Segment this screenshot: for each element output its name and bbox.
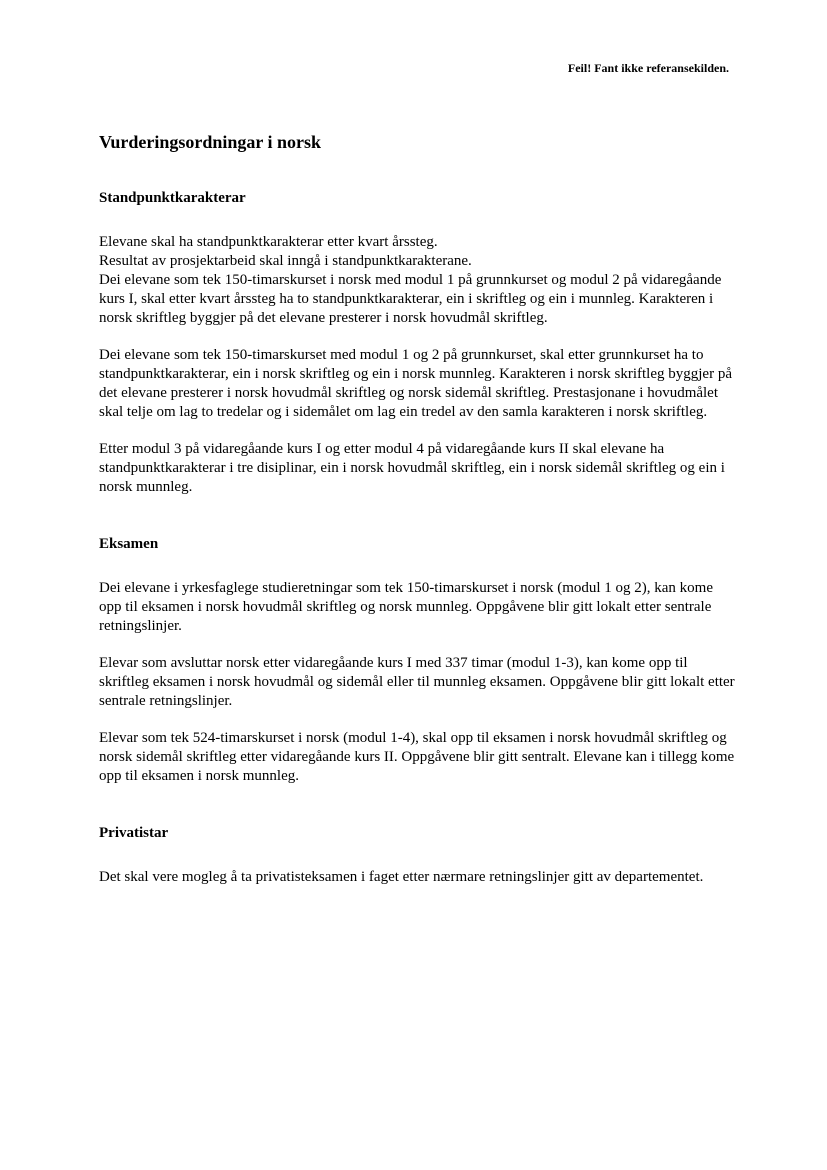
document-body bbox=[99, 131, 739, 905]
section-heading: Eksamen bbox=[99, 536, 159, 552]
section-standpunktkarakterar bbox=[99, 189, 739, 497]
paragraph: Dei elevane som tek 150-timarskurset i norsk med modul 1 på grunnkurset og modul 2 på vidaregåande kurs I, skal etter kvart årssteg ha to standpunktkarakterar, ein i skriftleg og ein i munnleg. Karakteren i norsk skriftleg byggjer på det elevane presterer i norsk hovudmål skriftleg. bbox=[99, 272, 722, 326]
section-eksamen bbox=[99, 535, 739, 786]
section-spacer bbox=[99, 804, 739, 824]
section-heading: Standpunktkarakterar bbox=[99, 190, 246, 206]
paragraph: Dei elevane i yrkesfaglege studieretningar som tek 150-timarskurset i norsk (modul 1 og 2), kan kome opp til eksamen i norsk hovudmål skriftleg og norsk munnleg. Oppgåvene blir gitt lokalt etter sentrale retningslinjer. bbox=[99, 580, 714, 634]
paragraph: Elevar som tek 524-timarskurset i norsk (modul 1-4), skal opp til eksamen i norsk hovudmål skriftleg og norsk sidemål skriftleg etter vidaregåande kurs II. Oppgåvene blir gitt sentralt. Elevane kan i tillegg kome opp til eksamen i norsk munnleg. bbox=[99, 730, 735, 784]
section-privatistar bbox=[99, 824, 739, 887]
section-spacer bbox=[99, 515, 739, 535]
paragraph: Etter modul 3 på vidaregåande kurs I og etter modul 4 på vidaregåande kurs II skal elevane ha standpunktkarakterar i tre disiplinar, ein i norsk hovudmål skriftleg, ein i norsk sidemål skriftleg og ein i norsk munnleg. bbox=[99, 441, 725, 495]
document-title: Vurderingsordningar i norsk bbox=[99, 132, 322, 152]
paragraph: Det skal vere mogleg å ta privatisteksamen i faget etter nærmare retningslinjer gitt av departementet. bbox=[99, 869, 704, 885]
paragraph: Elevar som avsluttar norsk etter vidaregåande kurs I med 337 timar (modul 1-3), kan kome opp til skriftleg eksamen i norsk hovudmål og sidemål eller til munnleg eksamen. Oppgåvene blir gitt lokalt etter sentrale retningslinjer. bbox=[99, 655, 735, 709]
header-reference-error: Feil! Fant ikke referansekilden. bbox=[567, 61, 729, 75]
paragraph: Dei elevane som tek 150-timarskurset med modul 1 og 2 på grunnkurset, skal etter grunnkurset ha to standpunktkarakterar, ein i norsk skriftleg og ein i norsk munnleg. Karakteren i norsk skriftleg byggjer på det elevane presterer i norsk hovudmål skriftleg og norsk sidemål skriftleg. Prestasjonane i hovudmålet skal telje om lag to tredelar og i sidemålet om lag ein tredel av den samla karakteren i norsk skriftleg. bbox=[99, 347, 732, 420]
section-heading: Privatistar bbox=[99, 825, 169, 841]
paragraph-line-1: Elevane skal ha standpunktkarakterar etter kvart årssteg. Resultat av prosjektarbeid skal inngå i standpunktkarakterane. bbox=[99, 234, 472, 269]
